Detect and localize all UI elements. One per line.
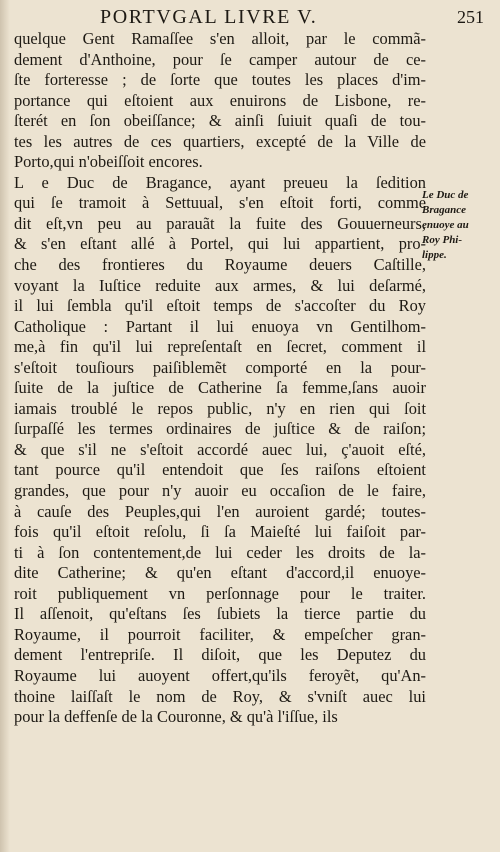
text-line: grandes, que pour n'y auoir eu occaſion de le faire, — [14, 481, 426, 501]
text-line: & s'en eſtant allé à Portel, qui lui appartient, pro- — [14, 234, 426, 254]
text-line: me,à fin qu'il lui repreſentaſt en ſecret, comment il — [14, 337, 426, 357]
text-line: che des frontieres du Royaume deuers Caſtille, — [14, 255, 426, 275]
running-head: PORTVGAL LIVRE V. — [100, 6, 318, 28]
text-line: Royaume, il pourroit faciliter, & empeſcher gran- — [14, 624, 426, 644]
text-line: dement d'Anthoine, pour ſe camper autour de ce- — [14, 49, 426, 69]
text-line: Il aſſenoit, qu'eſtans ſes ſubiets la tierce partie du — [14, 604, 426, 624]
text-line: à cauſe des Peuples,qui l'en auroient gardé; toutes- — [14, 501, 426, 521]
text-line: thoine laiſſaſt le nom de Roy, & s'vniſt auec lui — [14, 686, 426, 706]
text-line: Porto,qui n'obeiſſoit encores. — [14, 152, 203, 172]
text-line: & que s'il ne s'eſtoit accordé auec lui, ç'auoit eſté, — [14, 439, 426, 459]
text-line: s'eſtoit touſiours paiſiblemẽt comporté en la pour- — [14, 357, 426, 377]
text-line: il lui ſembla qu'il eſtoit temps de s'accoſter du Roy — [14, 296, 426, 316]
text-line: ſurpaſſé les termes ordinaires de juſtice & de raiſon; — [14, 419, 426, 439]
text-line: voyant la Iuſtice reduite aux armes, & lui deſarmé, — [14, 275, 426, 295]
text-line: dement l'entrepriſe. Il diſoit, que les Deputez du — [14, 645, 426, 665]
text-line: roit publiquement vn perſonnage pour le traiter. — [14, 583, 426, 603]
text-line: fois qu'il eſtoit reſolu, ſi ſa Maieſté lui faiſoit par- — [14, 522, 426, 542]
margin-note — [422, 188, 498, 263]
text-line: ſte forteresse ; de ſorte que toutes les places d'im- — [14, 70, 426, 90]
text-line: Royaume lui auoyent offert,qu'ils feroyẽt, qu'An- — [14, 665, 426, 685]
margin-note-line: Roy Phi- — [422, 234, 463, 246]
body-text — [14, 29, 426, 728]
text-line: ſterét en ſon obeiſſance; & ainſi ſuiuit quaſi de tou- — [14, 111, 426, 131]
text-line: dite Catherine; & qu'en eſtant d'accord,il enuoye- — [14, 563, 426, 583]
margin-note-line: lippe. — [422, 249, 447, 261]
text-line: qui ſe tramoit à Settuual, s'en eſtoit forti, comme — [14, 193, 426, 213]
text-line: iamais troublé le repos public, n'y en rien qui ſoit — [14, 398, 426, 418]
text-line: L e Duc de Bragance, ayant preueu la ſedition — [14, 172, 426, 192]
text-line: ſuite de la juſtice de Catherine ſa femme,ſans auoir — [14, 378, 426, 398]
text-line: dit eſt,vn peu au parauãt la fuite des Gouuerneurs, — [14, 213, 426, 233]
page-number: 251 — [457, 7, 484, 27]
text-line: ti à ſon contentement,de lui ceder les droits de la- — [14, 542, 426, 562]
text-line: tes les autres de ces quartiers, excepté de la Ville de — [14, 131, 426, 151]
text-line: pour la deffenſe de la Couronne, & qu'à l'iſſue, ils — [14, 707, 338, 727]
text-line: portance qui eſtoient aux enuirons de Lisbone, re- — [14, 90, 426, 110]
text-line: Catholique : Partant il lui enuoya vn Gentilhom- — [14, 316, 426, 336]
text-line: quelque Gent Ramaſſee s'en alloit, par le commã- — [14, 29, 426, 48]
page-header — [74, 6, 484, 30]
page-gutter-shadow — [0, 0, 10, 852]
margin-note-line: Le Duc de — [422, 189, 469, 201]
margin-note-line: enuoye au — [422, 219, 469, 231]
margin-note-line: Bragance — [422, 204, 466, 216]
text-line: tant pource qu'il entendoit que ſes raiſons eſtoient — [14, 460, 426, 480]
